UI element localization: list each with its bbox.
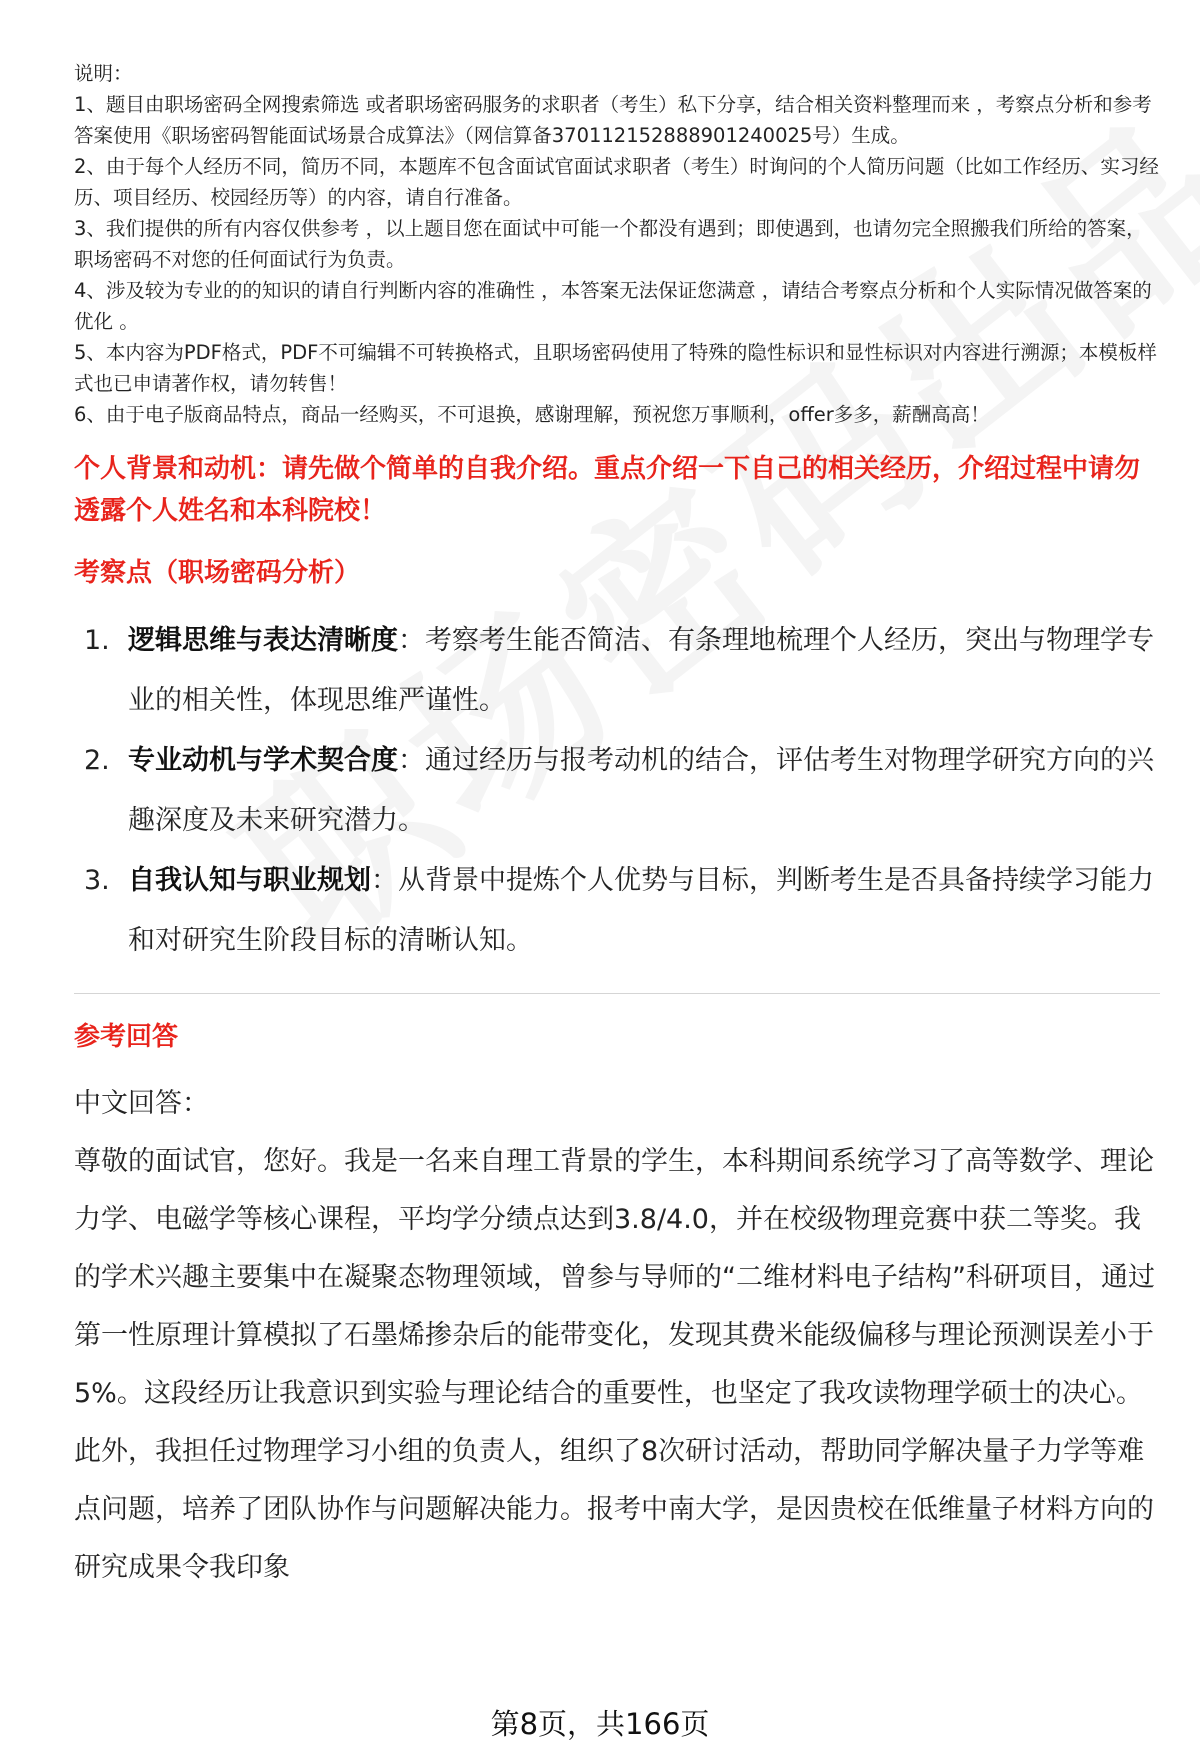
document-page (74, 58, 1160, 1597)
section-divider (74, 993, 1160, 994)
notes-heading: 说明： (74, 62, 133, 85)
note-item: 5、本内容为PDF格式，PDF不可编辑不可转换格式，且职场密码使用了特殊的隐性标识和显性标识对内容进行溯源；本模板样式也已申请著作权，请勿转售！ (74, 341, 1157, 395)
analysis-point (74, 851, 1160, 971)
point-keyword: 自我认知与职业规划 (128, 865, 371, 896)
point-number: 3. (84, 865, 110, 896)
analysis-point (74, 611, 1160, 731)
point-text: ：通过经历与报考动机的结合，评估考生对物理学研究方向的兴趣深度及未来研究潜力。 (128, 745, 1154, 836)
point-number: 1. (84, 625, 110, 656)
answer-label: 中文回答： (74, 1088, 209, 1119)
note-item: 1、题目由职场密码全网搜索筛选 或者职场密码服务的求职者（考生）私下分享，结合相关资料整理而来 ，考察点分析和参考答案使用《职场密码智能面试场景合成算法》（网信算备370112152888901240025号）生成。 (74, 93, 1152, 147)
note-item: 4、涉及较为专业的的知识的请自行判断内容的准确性 ，本答案无法保证您满意 ，请结合考察点分析和个人实际情况做答案的优化 。 (74, 279, 1152, 333)
question-heading: 个人背景和动机：请先做个简单的自我介绍。重点介绍一下自己的相关经历，介绍过程中请勿透露个人姓名和本科院校！ (74, 454, 1141, 526)
analysis-title: 考察点（职场密码分析） (74, 558, 361, 588)
reference-answer (74, 1075, 1160, 1597)
page-number-footer: 第8页，共166页 (490, 1707, 710, 1741)
note-item: 3、我们提供的所有内容仅供参考 ，以上题目您在面试中可能一个都没有遇到；即使遇到，也请勿完全照搬我们所给的答案，职场密码不对您的任何面试行为负责。 (74, 217, 1146, 271)
analysis-points-list (74, 611, 1160, 971)
note-item: 2、由于每个人经历不同，简历不同，本题库不包含面试官面试求职者（考生）时询问的个人简历问题（比如工作经历、实习经历、项目经历、校园经历等）的内容，请自行准备。 (74, 155, 1159, 209)
point-text: ：考察考生能否简洁、有条理地梳理个人经历，突出与物理学专业的相关性，体现思维严谨性。 (128, 625, 1154, 716)
reference-title: 参考回答 (74, 1022, 179, 1052)
notes-section (74, 58, 1160, 430)
answer-body: 尊敬的面试官，您好。我是一名来自理工背景的学生，本科期间系统学习了高等数学、理论力学、电磁学等核心课程，平均学分绩点达到3.8/4.0，并在校级物理竞赛中获二等奖。我的学术兴趣主要集中在凝聚态物理领域，曾参与导师的“二维材料电子结构”科研项目，通过第一性原理计算模拟了石墨烯掺杂后的能带变化，发现其费米能级偏移与理论预测误差小于5%。这段经历让我意识到实验与理论结合的重要性，也坚定了我攻读物理学硕士的决心。此外，我担任过物理学习小组的负责人，组织了8次研讨活动，帮助同学解决量子力学等难点问题，培养了团队协作与问题解决能力。报考中南大学，是因贵校在低维量子材料方向的研究成果令我印象 (74, 1146, 1155, 1583)
analysis-point (74, 731, 1160, 851)
point-keyword: 专业动机与学术契合度 (128, 745, 398, 776)
point-text: ：从背景中提炼个人优势与目标，判断考生是否具备持续学习能力和对研究生阶段目标的清晰认知。 (128, 865, 1154, 956)
point-number: 2. (84, 745, 110, 776)
point-keyword: 逻辑思维与表达清晰度 (128, 625, 398, 656)
note-item: 6、由于电子版商品特点，商品一经购买，不可退换，感谢理解，预祝您万事顺利，offer多多，薪酬高高！ (74, 403, 990, 426)
